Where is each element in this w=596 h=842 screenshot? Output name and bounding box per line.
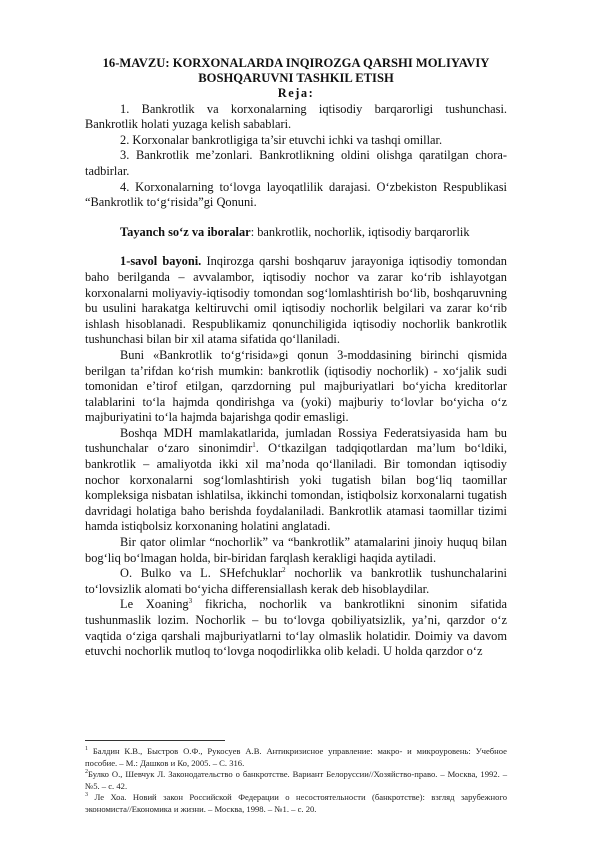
footnote-mark: 1: [85, 746, 88, 753]
paragraph-4: Bir qator olimlar “nochorlik” va “bankrotlik” atamalarini jinoiy huquq bilan bog‘liq bo‘lmagan holda, bir-biridan farqlash kerakligi haqida aytiladi.: [85, 535, 507, 565]
paragraph-1-text: Inqirozga qarshi boshqaruv jarayoniga iqtisodiy tomondan baho berilganda – avvalambor, iqtisodiy nochor va zarar ko‘rib ishlayotgan korxonalarni moliyaviy-iqtisodiy tomondan sog‘lomlashtirish bo‘lib, boshqaruvning bu usulini harakatga keltiruvchi omil iqtisodiy nochorlik belgilari va zarar ko‘rib ishlash hisoblanadi. Respublikamiz qonunchiligida iqtisodiy nochorlik bankrotlik tushunchasi bilan bir xil atama sifatida qo‘llaniladi.: [85, 254, 507, 347]
plan-heading: Reja:: [277, 86, 315, 100]
plan-item-2: 2. Korxonalar bankrotligiga ta’sir etuvchi ichki va tashqi omillar.: [120, 132, 443, 147]
paragraph-3-text-a: Boshqa MDH mamlakatlarida, jumladan Rossiya Federatsiyasida ham bu tushunchalar o‘zaro sinonimdir: [85, 425, 507, 456]
footnote-divider: [85, 740, 225, 741]
footnote-text: Балдин К.В., Быстров О.Ф., Рукосуев А.В. Антикризисное управление: макро- и микроуровень: Учебное пособие. – М.: Дашков и Ко, 2005. – С. 316.: [85, 746, 507, 768]
footnote-1: [85, 746, 507, 769]
plan-item-1: 1. Bankrotlik va korxonalarning iqtisodiy barqarorligi tushunchasi. Bankrotlik holati yuzaga kelish sabablari.: [85, 101, 507, 132]
footnote-2: [85, 769, 507, 792]
footnotes: [85, 746, 507, 816]
spacer: [85, 211, 507, 225]
keywords-label: Tayanch so‘z va iboralar: [120, 224, 251, 239]
paragraph-2: Buni «Bankrotlik to‘g‘risida»gi qonun 3-moddasining birinchi qismida berilgan ta’rifdan ko‘rish mumkin: bankrotlik (iqtisodiy nochorlik) - xo‘jalik sudi tomonidan e’tirof etilgan, qarzdorning pul majburiyatlari bo‘yicha kreditorlar talablarini to‘la hajmda qondirishga va (yoki) majburiy to‘lovlar bo‘yicha o‘z majburiyatini to‘la hajmda bajarishga qodir emasligi.: [85, 347, 507, 425]
plan-item-4: 4. Korxonalarning to‘lovga layoqatlilik darajasi. O‘zbekiston Respublikasi “Bankrotlik to‘g‘risida”gi Qonuni.: [85, 179, 507, 210]
keywords-line: [85, 225, 507, 241]
paragraph-5: [85, 566, 507, 597]
paragraph-1: [85, 254, 507, 348]
footnote-text: Булко О., Шевчук Л. Законодательство о банкротстве. Вариант Белоруссии//Хозяйство-право. – Москва, 1992. – №5. – с. 42.: [85, 769, 507, 791]
paragraph-6: [85, 597, 507, 659]
spacer: [85, 240, 507, 254]
page-body: [85, 56, 507, 660]
footnote-ref-2[interactable]: 2: [282, 566, 286, 575]
paragraph-3: [85, 426, 507, 535]
footnote-text: Ле Хоа. Новий закон Российской Федерации о несостоятельности (банкротстве): взгляд зарубежного экономиста//Економика и жизни. – Москва, 1998. – №1. – с. 20.: [85, 792, 507, 814]
footnote-mark: 2: [85, 769, 88, 776]
page-title: 16-MAVZU: KORXONALARDA INQIROZGA QARSHI MOLIYAVIY BOSHQARUVNI TASHKIL ETISH: [102, 56, 490, 85]
plan-item-3: 3. Bankrotlik me’zonlari. Bankrotlikning oldini olishga qaratilgan chora-tadbirlar.: [85, 148, 507, 178]
footnote-ref-3[interactable]: 3: [188, 597, 193, 606]
paragraph-6-text-a: Le Xoaning: [120, 597, 189, 612]
question-1-label: 1-savol bayoni.: [120, 254, 202, 269]
footnote-3: [85, 792, 507, 815]
paragraph-6-text-b: fikricha, nochorlik va bankrotlikni sinonim sifatida tushunmaslik lozim. Nochorlik – bu to‘lovga qobiliyatsizlik, ya’ni, qarzdor o‘z vaqtida o‘ziga qarshali majburiyatlarni to‘lay olmaslik holatidir. Doimiy va davom etuvchi nochorlik mutloq to‘lovga noqodirlikka olib keladi. U holda qarzdor o‘z: [85, 597, 507, 659]
keywords-text: : bankrotlik, nochorlik, iqtisodiy barqarorlik: [250, 224, 470, 239]
paragraph-3-text-b: . O‘tkazilgan tadqiqotlardan ma’lum bo‘ldiki, bankrotlik – amaliyotda ikki xil ma’noda qo‘llaniladi. Bir tomondan iqtisodiy nochor korxonalarni sog‘lomlashtirish yoki tugatish bilan bog‘liq taomillar kompleksiga nisbatan ishlatilsa, ikkinchi tomondan, istiqbolsiz korxonalarni tugatish davridagi holatiga baho berishda foydalaniladi. Bankrotlik atamasi taomillar tizimi hamda istiqbolsiz korxonaning holatini anglatadi.: [85, 441, 508, 534]
footnote-ref-1[interactable]: 1: [252, 441, 256, 450]
footnote-mark: 3: [85, 792, 88, 799]
paragraph-5-text-a: O. Bulko va L. SHefchuklar: [120, 566, 283, 581]
paragraph-5-text-b: nochorlik va bankrotlik tushunchalarini to‘lovsizlik alomati bo‘yicha differensiallash kerak deb hisoblaydilar.: [85, 566, 507, 596]
